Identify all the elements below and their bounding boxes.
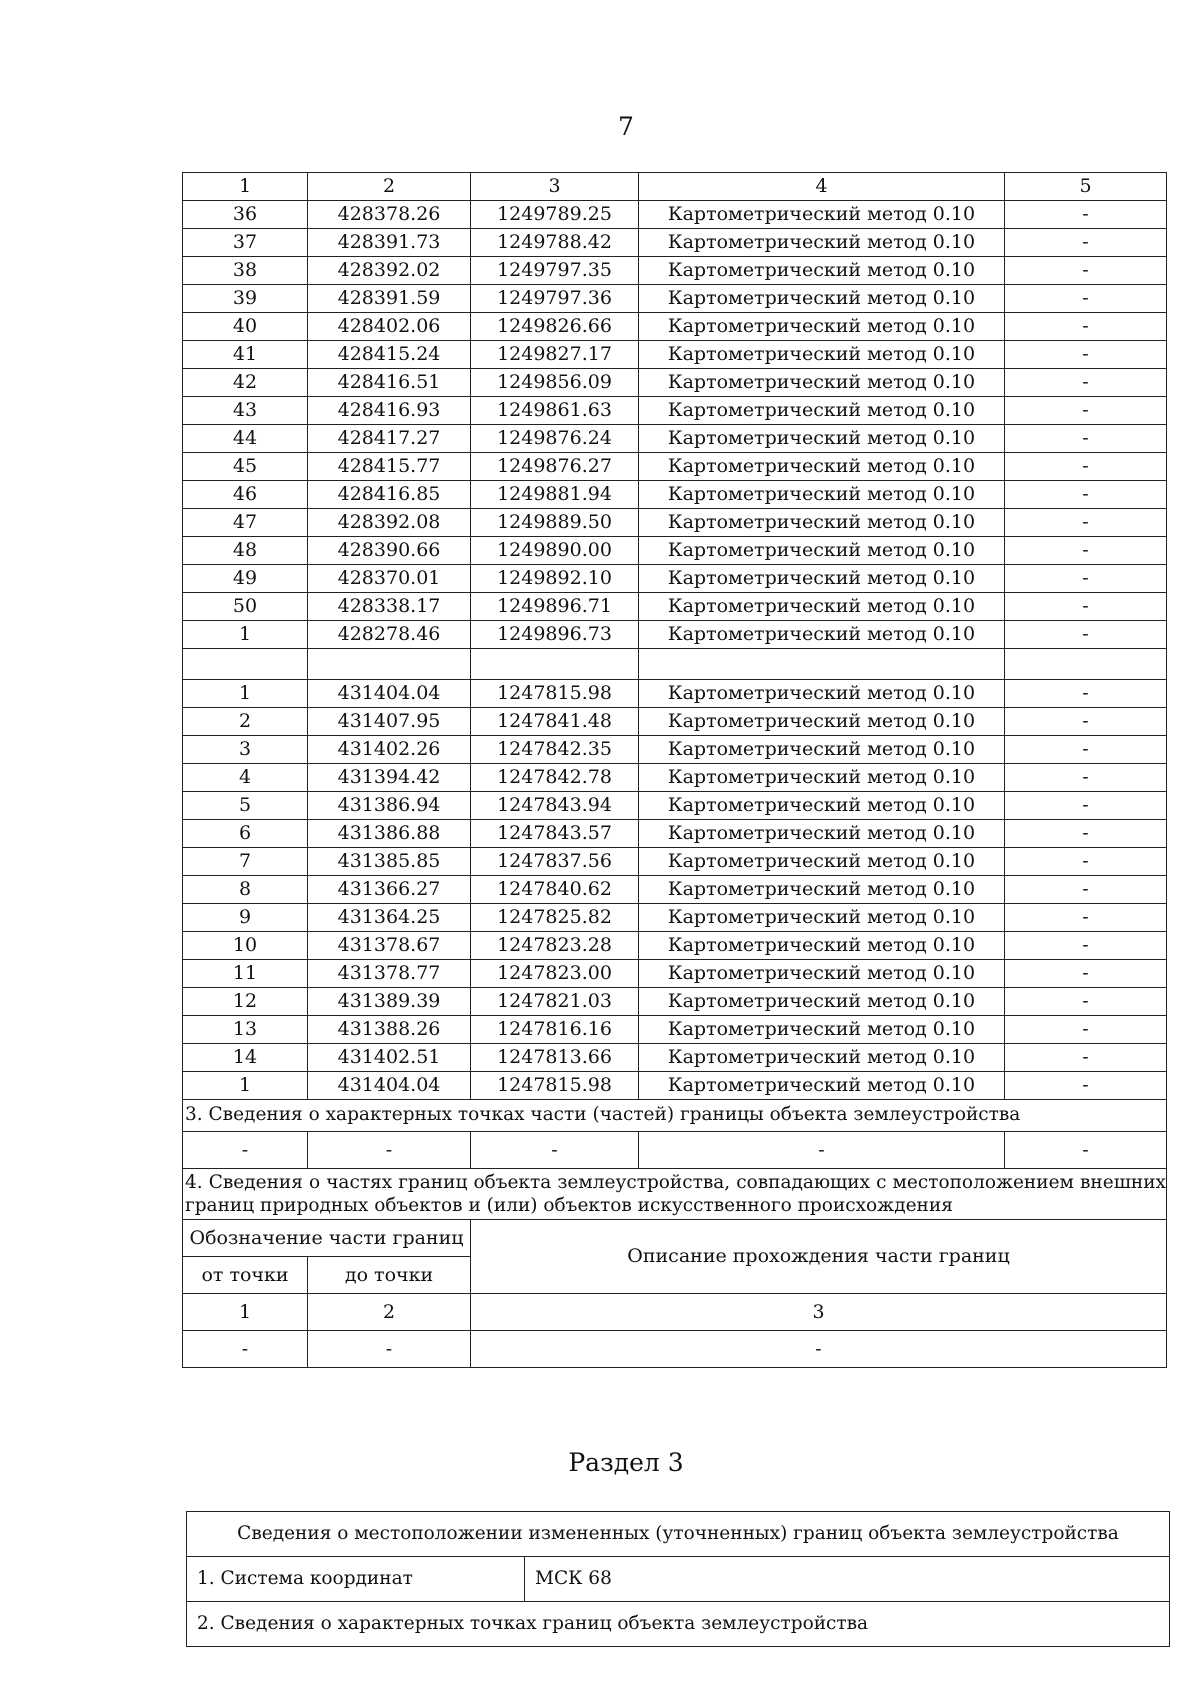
table-row bbox=[183, 621, 1167, 649]
table-cell: Картометрический метод 0.10 bbox=[639, 537, 1005, 565]
table-cell: 428416.51 bbox=[308, 369, 471, 397]
table-cell: - bbox=[1005, 481, 1167, 509]
table-cell: 1249876.27 bbox=[471, 453, 639, 481]
table-cell: Картометрический метод 0.10 bbox=[639, 257, 1005, 285]
table-cell: 41 bbox=[183, 341, 308, 369]
table-cell: 1247816.16 bbox=[471, 1016, 639, 1044]
table-cell: 431402.51 bbox=[308, 1044, 471, 1072]
table-cell: 49 bbox=[183, 565, 308, 593]
table-cell: Картометрический метод 0.10 bbox=[639, 848, 1005, 876]
table-cell: - bbox=[471, 1331, 1167, 1368]
coord-system-value: МСК 68 bbox=[525, 1557, 1170, 1602]
table-cell: Картометрический метод 0.10 bbox=[639, 229, 1005, 257]
table-cell: - bbox=[1005, 680, 1167, 708]
table-row bbox=[183, 509, 1167, 537]
table-row bbox=[183, 1044, 1167, 1072]
table-row bbox=[183, 904, 1167, 932]
table-cell: 1 bbox=[183, 680, 308, 708]
table-cell: - bbox=[1005, 201, 1167, 229]
table-row bbox=[183, 848, 1167, 876]
table-cell: 50 bbox=[183, 593, 308, 621]
table-cell: 431386.88 bbox=[308, 820, 471, 848]
table-cell: 428338.17 bbox=[308, 593, 471, 621]
coord-system-label: 1. Система координат bbox=[187, 1557, 525, 1602]
table-cell: Картометрический метод 0.10 bbox=[639, 313, 1005, 341]
table-cell: 431378.77 bbox=[308, 960, 471, 988]
table-cell: 1249826.66 bbox=[471, 313, 639, 341]
table-cell: 428416.85 bbox=[308, 481, 471, 509]
table-row bbox=[183, 960, 1167, 988]
table-cell: - bbox=[183, 1331, 308, 1368]
table-cell: - bbox=[1005, 313, 1167, 341]
table-cell: Картометрический метод 0.10 bbox=[639, 369, 1005, 397]
column-header: 1 bbox=[183, 173, 308, 201]
table-row bbox=[183, 565, 1167, 593]
table-cell: - bbox=[1005, 341, 1167, 369]
table-cell: - bbox=[1005, 708, 1167, 736]
table-cell: - bbox=[1005, 932, 1167, 960]
table-cell: 3 bbox=[183, 736, 308, 764]
section-3-table bbox=[186, 1511, 1170, 1647]
table-cell: - bbox=[1005, 537, 1167, 565]
table-cell: - bbox=[1005, 397, 1167, 425]
table-row bbox=[183, 680, 1167, 708]
table-cell: 6 bbox=[183, 820, 308, 848]
table-cell: 2 bbox=[308, 1294, 471, 1331]
table-row bbox=[183, 593, 1167, 621]
table-cell: 1247825.82 bbox=[471, 904, 639, 932]
table-cell: - bbox=[1005, 960, 1167, 988]
table-cell: Картометрический метод 0.10 bbox=[639, 764, 1005, 792]
table-cell bbox=[639, 649, 1005, 680]
table-cell: 428278.46 bbox=[308, 621, 471, 649]
table-cell: Картометрический метод 0.10 bbox=[639, 680, 1005, 708]
table-cell: 1247823.00 bbox=[471, 960, 639, 988]
table-cell: 431407.95 bbox=[308, 708, 471, 736]
table-cell: 4 bbox=[183, 764, 308, 792]
table-cell: 39 bbox=[183, 285, 308, 313]
table-row bbox=[183, 537, 1167, 565]
table-cell: 428391.59 bbox=[308, 285, 471, 313]
table-cell: 431402.26 bbox=[308, 736, 471, 764]
section-4-data-row bbox=[183, 1331, 1167, 1368]
table-cell: - bbox=[308, 1132, 471, 1169]
from-point-header: от точки bbox=[183, 1257, 308, 1294]
table-cell: - bbox=[1005, 565, 1167, 593]
table-cell: 44 bbox=[183, 425, 308, 453]
table-cell: 7 bbox=[183, 848, 308, 876]
column-header: 2 bbox=[308, 173, 471, 201]
table-row bbox=[183, 988, 1167, 1016]
table-cell: - bbox=[1005, 425, 1167, 453]
table-cell: 9 bbox=[183, 904, 308, 932]
column-header: 4 bbox=[639, 173, 1005, 201]
table-cell: Картометрический метод 0.10 bbox=[639, 397, 1005, 425]
table-cell: - bbox=[471, 1132, 639, 1169]
table-row bbox=[183, 313, 1167, 341]
section-3-title-row bbox=[183, 1100, 1167, 1132]
table-cell: 1247841.48 bbox=[471, 708, 639, 736]
table-cell: 1249789.25 bbox=[471, 201, 639, 229]
table-cell: - bbox=[1005, 285, 1167, 313]
points-title: 2. Сведения о характерных точках границ объекта землеустройства bbox=[187, 1602, 1170, 1647]
table-cell: 12 bbox=[183, 988, 308, 1016]
table-cell: 431378.67 bbox=[308, 932, 471, 960]
table-cell: - bbox=[1005, 1044, 1167, 1072]
table-cell: 431404.04 bbox=[308, 1072, 471, 1100]
table-cell: Картометрический метод 0.10 bbox=[639, 425, 1005, 453]
table-cell: Картометрический метод 0.10 bbox=[639, 509, 1005, 537]
table-cell: 1249856.09 bbox=[471, 369, 639, 397]
table-cell: 431386.94 bbox=[308, 792, 471, 820]
table-cell: Картометрический метод 0.10 bbox=[639, 736, 1005, 764]
table-cell: 3 bbox=[471, 1294, 1167, 1331]
table-row bbox=[183, 1016, 1167, 1044]
table-cell: 1247842.78 bbox=[471, 764, 639, 792]
table-cell bbox=[308, 649, 471, 680]
table-row bbox=[183, 201, 1167, 229]
table-cell: 428390.66 bbox=[308, 537, 471, 565]
table-cell: - bbox=[1005, 509, 1167, 537]
table-cell: Картометрический метод 0.10 bbox=[639, 453, 1005, 481]
table-cell: 1247843.94 bbox=[471, 792, 639, 820]
table-cell: 428392.08 bbox=[308, 509, 471, 537]
table-cell: Картометрический метод 0.10 bbox=[639, 1044, 1005, 1072]
designation-header: Обозначение части границ bbox=[183, 1220, 471, 1257]
table-cell: 1247813.66 bbox=[471, 1044, 639, 1072]
section-4-number-row bbox=[183, 1294, 1167, 1331]
table-cell: 1 bbox=[183, 621, 308, 649]
table-cell: - bbox=[1005, 792, 1167, 820]
table-row bbox=[183, 453, 1167, 481]
table-cell: Картометрический метод 0.10 bbox=[639, 1072, 1005, 1100]
table-cell: - bbox=[1005, 904, 1167, 932]
table-cell: - bbox=[308, 1331, 471, 1368]
table-cell: 428416.93 bbox=[308, 397, 471, 425]
table-cell: 43 bbox=[183, 397, 308, 425]
table-row-empty bbox=[183, 649, 1167, 680]
column-header: 5 bbox=[1005, 173, 1167, 201]
table-cell: 2 bbox=[183, 708, 308, 736]
table-cell: Картометрический метод 0.10 bbox=[639, 481, 1005, 509]
table-row bbox=[183, 425, 1167, 453]
table-cell: 428392.02 bbox=[308, 257, 471, 285]
section3-title: Сведения о местоположении измененных (уточненных) границ объекта землеустройства bbox=[187, 1512, 1170, 1557]
table-cell: 431364.25 bbox=[308, 904, 471, 932]
table-cell: - bbox=[1005, 876, 1167, 904]
table-cell: 1249797.35 bbox=[471, 257, 639, 285]
table-cell: 38 bbox=[183, 257, 308, 285]
table-cell: 1 bbox=[183, 1072, 308, 1100]
table-cell: - bbox=[1005, 369, 1167, 397]
table-cell: 1249881.94 bbox=[471, 481, 639, 509]
table-row bbox=[183, 341, 1167, 369]
table-cell: 47 bbox=[183, 509, 308, 537]
table-cell: 431394.42 bbox=[308, 764, 471, 792]
table-cell bbox=[1005, 649, 1167, 680]
table-cell: 13 bbox=[183, 1016, 308, 1044]
table-cell: - bbox=[1005, 764, 1167, 792]
page-number: 7 bbox=[618, 112, 634, 141]
table-cell: - bbox=[1005, 593, 1167, 621]
table-row bbox=[183, 369, 1167, 397]
column-header-row bbox=[183, 173, 1167, 201]
table-row bbox=[183, 736, 1167, 764]
table-cell: - bbox=[1005, 1132, 1167, 1169]
table-cell: Картометрический метод 0.10 bbox=[639, 565, 1005, 593]
table-cell: 1249861.63 bbox=[471, 397, 639, 425]
table-cell: 1249892.10 bbox=[471, 565, 639, 593]
description-header: Описание прохождения части границ bbox=[471, 1220, 1167, 1294]
table-cell: Картометрический метод 0.10 bbox=[639, 341, 1005, 369]
table-cell: 45 bbox=[183, 453, 308, 481]
table-cell: 14 bbox=[183, 1044, 308, 1072]
table-row bbox=[183, 1072, 1167, 1100]
table-row bbox=[183, 229, 1167, 257]
table-row bbox=[183, 481, 1167, 509]
table-cell: 48 bbox=[183, 537, 308, 565]
table-cell: - bbox=[639, 1132, 1005, 1169]
table-cell: 1249889.50 bbox=[471, 509, 639, 537]
table-cell: 46 bbox=[183, 481, 308, 509]
table-cell: Картометрический метод 0.10 bbox=[639, 201, 1005, 229]
table-cell: - bbox=[1005, 229, 1167, 257]
table-row bbox=[183, 764, 1167, 792]
table-cell: 5 bbox=[183, 792, 308, 820]
table-cell: - bbox=[1005, 1072, 1167, 1100]
table-cell: Картометрический метод 0.10 bbox=[639, 621, 1005, 649]
table-row bbox=[183, 876, 1167, 904]
table-cell: 1247821.03 bbox=[471, 988, 639, 1016]
table-cell: Картометрический метод 0.10 bbox=[639, 285, 1005, 313]
table-cell: Картометрический метод 0.10 bbox=[639, 820, 1005, 848]
table-row bbox=[183, 932, 1167, 960]
table-cell: - bbox=[1005, 848, 1167, 876]
table-cell: 1247815.98 bbox=[471, 680, 639, 708]
table-cell: - bbox=[1005, 257, 1167, 285]
table-cell: 431366.27 bbox=[308, 876, 471, 904]
table-cell: 11 bbox=[183, 960, 308, 988]
table-cell: - bbox=[1005, 1016, 1167, 1044]
to-point-header: до точки bbox=[308, 1257, 471, 1294]
table-cell: - bbox=[1005, 988, 1167, 1016]
table-cell: 1249788.42 bbox=[471, 229, 639, 257]
table-cell: Картометрический метод 0.10 bbox=[639, 988, 1005, 1016]
table-cell: 431388.26 bbox=[308, 1016, 471, 1044]
section-4-title-row bbox=[183, 1169, 1167, 1220]
table-cell: 1247842.35 bbox=[471, 736, 639, 764]
table-cell: Картометрический метод 0.10 bbox=[639, 932, 1005, 960]
table-cell: Картометрический метод 0.10 bbox=[639, 1016, 1005, 1044]
table-cell: 10 bbox=[183, 932, 308, 960]
table-cell: - bbox=[1005, 453, 1167, 481]
section-4-header-row bbox=[183, 1220, 1167, 1257]
table-cell: Картометрический метод 0.10 bbox=[639, 876, 1005, 904]
table-cell: 431404.04 bbox=[308, 680, 471, 708]
table-cell: 42 bbox=[183, 369, 308, 397]
table-row bbox=[183, 792, 1167, 820]
table-cell: - bbox=[1005, 621, 1167, 649]
table-row bbox=[183, 708, 1167, 736]
boundary-points-table bbox=[182, 172, 1167, 1368]
table-cell: Картометрический метод 0.10 bbox=[639, 960, 1005, 988]
table-cell: 1247815.98 bbox=[471, 1072, 639, 1100]
table-cell: 1249896.73 bbox=[471, 621, 639, 649]
table-cell: 428402.06 bbox=[308, 313, 471, 341]
table-cell: 1249876.24 bbox=[471, 425, 639, 453]
table-cell: 8 bbox=[183, 876, 308, 904]
table-row bbox=[183, 257, 1167, 285]
table-cell: 428415.24 bbox=[308, 341, 471, 369]
table-cell: 1247843.57 bbox=[471, 820, 639, 848]
table-cell: 37 bbox=[183, 229, 308, 257]
table-row bbox=[183, 820, 1167, 848]
table-cell: 1249890.00 bbox=[471, 537, 639, 565]
table-cell: 1247840.62 bbox=[471, 876, 639, 904]
table-cell: Картометрический метод 0.10 bbox=[639, 792, 1005, 820]
table-cell: - bbox=[183, 1132, 308, 1169]
table-cell: - bbox=[1005, 820, 1167, 848]
table-cell: 431385.85 bbox=[308, 848, 471, 876]
table-cell: 428378.26 bbox=[308, 201, 471, 229]
table-row bbox=[183, 285, 1167, 313]
table-cell: 428415.77 bbox=[308, 453, 471, 481]
table-cell: 1247837.56 bbox=[471, 848, 639, 876]
table-cell: 40 bbox=[183, 313, 308, 341]
table-cell bbox=[471, 649, 639, 680]
table-cell: 1249827.17 bbox=[471, 341, 639, 369]
table-cell: 428391.73 bbox=[308, 229, 471, 257]
table-cell: 1249797.36 bbox=[471, 285, 639, 313]
table-cell: Картометрический метод 0.10 bbox=[639, 904, 1005, 932]
section-4-title: 4. Сведения о частях границ объекта землеустройства, совпадающих с местоположением внешних границ природных объектов и (или) объектов искусственного происхождения bbox=[183, 1169, 1167, 1220]
table-cell: Картометрический метод 0.10 bbox=[639, 593, 1005, 621]
column-header: 3 bbox=[471, 173, 639, 201]
table-cell bbox=[183, 649, 308, 680]
table-cell: 1 bbox=[183, 1294, 308, 1331]
table-cell: 1249896.71 bbox=[471, 593, 639, 621]
table-cell: 431389.39 bbox=[308, 988, 471, 1016]
table-cell: 428417.27 bbox=[308, 425, 471, 453]
table-cell: 428370.01 bbox=[308, 565, 471, 593]
table-cell: 36 bbox=[183, 201, 308, 229]
table-cell: Картометрический метод 0.10 bbox=[639, 708, 1005, 736]
table-row bbox=[183, 397, 1167, 425]
table-cell: - bbox=[1005, 736, 1167, 764]
section-heading: Раздел 3 bbox=[568, 1448, 684, 1477]
section-3-title: 3. Сведения о характерных точках части (частей) границы объекта землеустройства bbox=[183, 1100, 1167, 1132]
section-3-row bbox=[183, 1132, 1167, 1169]
table-cell: 1247823.28 bbox=[471, 932, 639, 960]
